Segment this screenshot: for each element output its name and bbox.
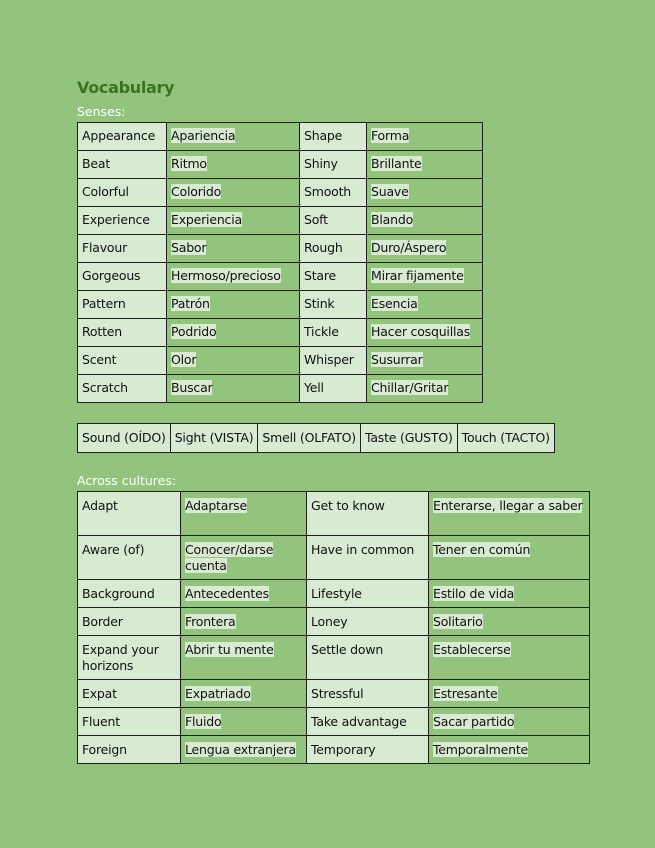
senses-row bbox=[78, 291, 483, 319]
cell-text: Smooth bbox=[304, 184, 352, 199]
cell-text: Stink bbox=[304, 296, 335, 311]
spanish-translation bbox=[367, 151, 483, 179]
cell-text: Yell bbox=[304, 380, 324, 395]
english-term bbox=[300, 235, 367, 263]
cell-text: Estresante bbox=[433, 686, 498, 701]
english-term bbox=[300, 319, 367, 347]
cell-text: Brillante bbox=[371, 156, 422, 171]
cell-text: Establecerse bbox=[433, 642, 511, 657]
cell-text: Rough bbox=[304, 240, 343, 255]
cell-text: Adapt bbox=[82, 498, 118, 513]
cell-text: Sacar partido bbox=[433, 714, 515, 729]
cell-text: Estilo de vida bbox=[433, 586, 515, 601]
spanish-translation bbox=[367, 375, 483, 403]
across-row bbox=[78, 536, 590, 580]
english-term bbox=[78, 123, 167, 151]
spanish-translation bbox=[167, 151, 300, 179]
cell-text: Background bbox=[82, 586, 155, 601]
english-term bbox=[307, 636, 429, 680]
across-row bbox=[78, 492, 590, 536]
english-term bbox=[307, 736, 429, 764]
english-term bbox=[78, 263, 167, 291]
spanish-translation bbox=[429, 708, 590, 736]
spanish-translation bbox=[367, 319, 483, 347]
senses-row bbox=[78, 263, 483, 291]
cell-text: Have in common bbox=[311, 542, 415, 557]
english-term bbox=[307, 680, 429, 708]
cell-text: Shiny bbox=[304, 156, 338, 171]
english-term bbox=[307, 580, 429, 608]
cell-text: Antecedentes bbox=[185, 586, 269, 601]
english-term bbox=[300, 179, 367, 207]
spanish-translation bbox=[429, 536, 590, 580]
spanish-translation bbox=[429, 608, 590, 636]
across-row bbox=[78, 636, 590, 680]
spanish-translation bbox=[167, 179, 300, 207]
cell-text: Adaptarse bbox=[185, 498, 247, 513]
spanish-translation bbox=[181, 492, 307, 536]
cell-text: Frontera bbox=[185, 614, 236, 629]
spanish-translation bbox=[367, 263, 483, 291]
spanish-translation bbox=[367, 291, 483, 319]
spanish-translation bbox=[429, 736, 590, 764]
english-term bbox=[300, 375, 367, 403]
senses-row bbox=[78, 235, 483, 263]
cell-text: Rotten bbox=[82, 324, 122, 339]
cell-text: Scratch bbox=[82, 380, 128, 395]
page-title: Vocabulary bbox=[77, 78, 175, 97]
cell-text: Forma bbox=[371, 128, 410, 143]
cell-text: Pattern bbox=[82, 296, 126, 311]
cell-text: Sabor bbox=[171, 240, 207, 255]
spanish-translation bbox=[367, 179, 483, 207]
cell-text: Hermoso/precioso bbox=[171, 268, 281, 283]
spanish-translation bbox=[429, 580, 590, 608]
cell-text: Solitario bbox=[433, 614, 483, 629]
sense-cell: Touch (TACTO) bbox=[457, 424, 554, 453]
english-term bbox=[300, 347, 367, 375]
cell-text: Take advantage bbox=[311, 714, 407, 729]
cell-text: Appearance bbox=[82, 128, 156, 143]
spanish-translation bbox=[429, 492, 590, 536]
cell-text: Buscar bbox=[171, 380, 213, 395]
cell-text: Susurrar bbox=[371, 352, 423, 367]
cell-text: Podrido bbox=[171, 324, 217, 339]
english-term bbox=[78, 636, 181, 680]
cell-text: Scent bbox=[82, 352, 117, 367]
spanish-translation bbox=[167, 319, 300, 347]
spanish-translation bbox=[181, 580, 307, 608]
across-row bbox=[78, 608, 590, 636]
cell-text: Colorful bbox=[82, 184, 129, 199]
cell-text: Beat bbox=[82, 156, 111, 171]
spanish-translation bbox=[367, 235, 483, 263]
cell-text: Settle down bbox=[311, 642, 384, 657]
cell-text: Expat bbox=[82, 686, 117, 701]
cell-text: Foreign bbox=[82, 742, 127, 757]
english-term bbox=[300, 291, 367, 319]
cell-text: Whisper bbox=[304, 352, 354, 367]
spanish-translation bbox=[367, 347, 483, 375]
cell-text: Mirar fijamente bbox=[371, 268, 464, 283]
cell-text: Fluent bbox=[82, 714, 120, 729]
english-term bbox=[300, 207, 367, 235]
english-term bbox=[300, 263, 367, 291]
senses-row bbox=[78, 375, 483, 403]
cell-text: Get to know bbox=[311, 498, 385, 513]
english-term bbox=[307, 536, 429, 580]
english-term bbox=[78, 708, 181, 736]
senses-row bbox=[78, 123, 483, 151]
english-term bbox=[78, 536, 181, 580]
spanish-translation bbox=[181, 536, 307, 580]
spanish-translation bbox=[167, 347, 300, 375]
cell-text: Fluido bbox=[185, 714, 222, 729]
across-cultures-vocabulary-table bbox=[77, 491, 590, 764]
cell-text: Abrir tu mente bbox=[185, 642, 274, 657]
across-cultures-heading: Across cultures: bbox=[77, 473, 177, 488]
english-term bbox=[78, 207, 167, 235]
spanish-translation bbox=[429, 680, 590, 708]
cell-text: Suave bbox=[371, 184, 409, 199]
english-term bbox=[78, 319, 167, 347]
spanish-translation bbox=[167, 235, 300, 263]
across-row bbox=[78, 708, 590, 736]
cell-text: Lengua extranjera bbox=[185, 742, 296, 757]
cell-text: Experiencia bbox=[171, 212, 242, 227]
english-term bbox=[78, 375, 167, 403]
english-term bbox=[78, 608, 181, 636]
senses-row bbox=[78, 151, 483, 179]
cell-text: Apariencia bbox=[171, 128, 236, 143]
sense-cell: Sight (VISTA) bbox=[170, 424, 258, 453]
senses-vocabulary-table bbox=[77, 122, 483, 403]
cell-text: Temporary bbox=[311, 742, 376, 757]
english-term bbox=[307, 708, 429, 736]
across-row bbox=[78, 736, 590, 764]
spanish-translation bbox=[181, 680, 307, 708]
english-term bbox=[78, 492, 181, 536]
english-term bbox=[307, 492, 429, 536]
senses-row bbox=[78, 179, 483, 207]
cell-text: Stare bbox=[304, 268, 337, 283]
cell-text: Blando bbox=[371, 212, 414, 227]
cell-text: Experience bbox=[82, 212, 150, 227]
cell-text: Shape bbox=[304, 128, 343, 143]
senses-row bbox=[78, 319, 483, 347]
cell-text: Colorido bbox=[171, 184, 222, 199]
english-term bbox=[300, 123, 367, 151]
spanish-translation bbox=[167, 375, 300, 403]
cell-text: Lifestyle bbox=[311, 586, 362, 601]
cell-text: Gorgeous bbox=[82, 268, 141, 283]
senses-row bbox=[78, 347, 483, 375]
senses-heading: Senses: bbox=[77, 104, 126, 119]
cell-text: Stressful bbox=[311, 686, 364, 701]
across-row bbox=[78, 680, 590, 708]
cell-text: Border bbox=[82, 614, 123, 629]
spanish-translation bbox=[181, 636, 307, 680]
spanish-translation bbox=[167, 291, 300, 319]
cell-text: Tickle bbox=[304, 324, 339, 339]
english-term bbox=[78, 580, 181, 608]
cell-text: Tener en común bbox=[433, 542, 531, 557]
english-term bbox=[78, 736, 181, 764]
spanish-translation bbox=[181, 736, 307, 764]
spanish-translation bbox=[181, 608, 307, 636]
cell-text: Patrón bbox=[171, 296, 210, 311]
english-term bbox=[300, 151, 367, 179]
english-term bbox=[78, 347, 167, 375]
english-term bbox=[78, 151, 167, 179]
spanish-translation bbox=[429, 636, 590, 680]
english-term bbox=[307, 608, 429, 636]
senses-row bbox=[78, 207, 483, 235]
sense-cell: Smell (OLFATO) bbox=[258, 424, 361, 453]
cell-text: Temporalmente bbox=[433, 742, 529, 757]
english-term bbox=[78, 179, 167, 207]
english-term bbox=[78, 291, 167, 319]
cell-text: Aware (of) bbox=[82, 542, 145, 557]
spanish-translation bbox=[167, 123, 300, 151]
cell-text: Esencia bbox=[371, 296, 418, 311]
cell-text: Duro/Áspero bbox=[371, 240, 447, 255]
english-term bbox=[78, 680, 181, 708]
cell-text: Expand your horizons bbox=[82, 642, 159, 673]
cell-text: Conocer/darse cuenta bbox=[185, 542, 274, 573]
five-senses-table bbox=[77, 423, 555, 453]
sense-cell: Taste (GUSTO) bbox=[360, 424, 457, 453]
cell-text: Soft bbox=[304, 212, 328, 227]
english-term bbox=[78, 235, 167, 263]
across-row bbox=[78, 580, 590, 608]
cell-text: Olor bbox=[171, 352, 197, 367]
spanish-translation bbox=[167, 207, 300, 235]
spanish-translation bbox=[167, 263, 300, 291]
spanish-translation bbox=[367, 123, 483, 151]
cell-text: Expatriado bbox=[185, 686, 251, 701]
spanish-translation bbox=[367, 207, 483, 235]
cell-text: Hacer cosquillas bbox=[371, 324, 471, 339]
cell-text: Loney bbox=[311, 614, 348, 629]
sense-cell: Sound (OÍDO) bbox=[78, 424, 171, 453]
spanish-translation bbox=[181, 708, 307, 736]
cell-text: Flavour bbox=[82, 240, 128, 255]
cell-text: Chillar/Gritar bbox=[371, 380, 449, 395]
cell-text: Ritmo bbox=[171, 156, 207, 171]
cell-text: Enterarse, llegar a saber bbox=[433, 498, 583, 513]
